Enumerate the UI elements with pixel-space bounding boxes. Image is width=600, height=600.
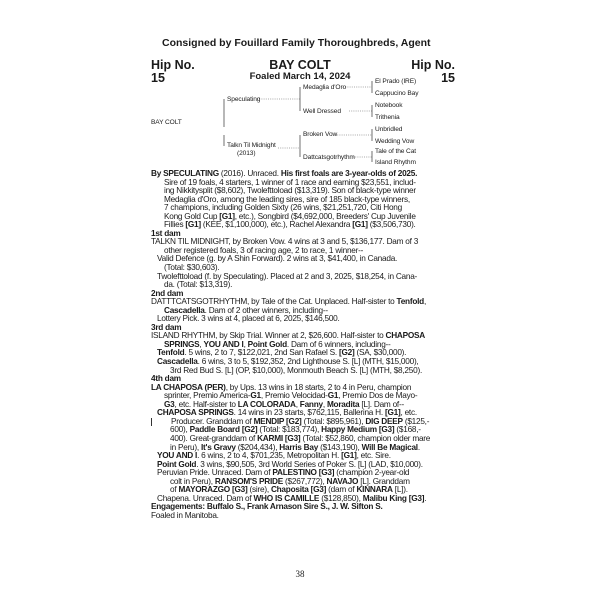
fourth-dam-section [151,375,454,503]
pedigree-g7: Tale of the Cat [375,148,417,155]
pedigree-g4: Trithenia [375,114,400,121]
produce-line: Valid Defence (g. by A Shin Forward). 2 wins at 3, $41,400, in Canada. [157,254,398,264]
produce-line: Twolefttoload (f. by Speculating). Placed at 2 and 3, 2025, $18,254, in Cana- [157,271,418,281]
dam-line: ISLAND RHYTHM, by Skip Trial. Winner at 2, $26,600. Half-sister to CHAPOSA [151,331,426,341]
third-dam-section [151,324,454,375]
pedigree-sire-dam: Well Dressed [303,108,341,115]
sire-by: By [151,169,164,178]
dam-line: G3, etc. Half-sister to LA COLORADA, Fanny, Moradita [L]. Dam of-- [164,399,404,409]
dam-line: Cascadella. Dam of 2 other winners, including-- [164,305,328,315]
first-dam-heading: 1st dam [151,228,181,238]
dam-line: LA CHAPOSA (PER), by Ups. 13 wins in 18 starts, 2 to 4 in Peru, champion [151,382,412,392]
dam-line: sprinter, Premio America-G1, Premio Velocidad-G1, Premio Dos de Mayo- [164,391,418,401]
pedigree-sire: Speculating [227,96,261,103]
produce-line: 600), Paddle Board [G2] (Total: $183,774), Happy Medium [G3] ($168,- [170,425,421,435]
pedigree-dam: Talkn Til Midnight [227,142,276,149]
produce-line: 400). Great-granddam of KARMI [G3] (Total: $52,860, champion older mare [170,433,431,443]
pedigree-g3: Notebook [375,102,403,109]
pedigree-subject: BAY COLT [151,119,182,126]
foaled-in: Foaled in Manitoba. [151,510,219,520]
page-number: 38 [295,569,305,579]
produce-line: Producer. Granddam of MENDIP [G2] (Total: $895,961), DIG DEEP ($125,- [151,418,454,427]
produce-line: of MAYORAZGO [G3] (sire), Chaposita [G3] (dam of KINNARA [L]). [170,485,408,495]
produce-line: Tenfold. 5 wins, 2 to 7, $122,021, 2nd San Rafael S. [G2] (SA, $30,000). [157,348,407,358]
catalog-body [151,170,454,520]
fourth-dam-heading: 4th dam [151,374,181,384]
pedigree-g6: Wedding Vow [375,138,415,145]
sire-line: ing Nikkitysplit ($8,602), Twolefttoload ($13,319). Son of black-type winner [164,186,416,196]
dam-line: DATTTCATSGOTRHYTHM, by Tale of the Cat. Unplaced. Half-sister to Tenfold, [151,297,427,307]
produce-line: colt in Peru), RANSOM'S PRIDE ($267,772), NAVAJO [L]. Granddam [170,476,410,486]
pedigree-g2: Cappucino Bay [375,90,419,97]
second-dam-heading: 2nd dam [151,288,184,298]
sire-name: SPECULATING [163,169,219,178]
sire-paragraph [151,170,454,230]
produce-line: Chapena. Unraced. Dam of WHO IS CAMILLE ($128,850), Malibu King [G3]. [157,493,427,503]
produce-line: Cascadella. 6 wins, 3 to 5, $192,352, 2nd Lighthouse S. [L] (MTH, $15,000), [157,357,419,367]
pedigree-sire-sire: Medaglia d'Oro [303,84,347,91]
pedigree-lines [0,0,600,170]
dam-line: SPRINGS, YOU AND I, Point Gold. Dam of 6 winners, including-- [164,339,391,349]
sire-line: Medaglia d'Oro, among the leading sires, sire of 185 black-type winners, [164,194,410,204]
produce-line: in Peru), It's Gravy ($204,434), Harris Bay ($143,190), Will Be Magical. [170,442,420,452]
sire-year: (2016). Unraced. [218,169,281,178]
sire-line: Kong Gold Cup [G1], etc.), Songbird ($4,692,000, Breeders' Cup Juvenile [164,211,416,221]
sire-line: Sire of 19 foals, 4 starters, 1 winner of 1 race and earning $23,551, includ- [164,177,416,187]
page-title: BAY COLT [269,58,331,72]
hip-label-left: Hip No. [151,58,195,72]
produce-line: da. (Total: $13,319). [164,280,233,290]
produce-line: YOU AND I. 6 wins, 2 to 4, $701,235, Metropolitan H. [G1], etc. Sire. [157,451,391,461]
produce-line: (Total: $30,603). [164,263,220,273]
dam-line: other registered foals, 3 of racing age, 2 to race, 1 winner-- [164,245,364,255]
engagements: Engagements: Buffalo S., Frank Arnason Sire S., J. W. Sifton S. [151,502,383,512]
produce-line: Lottery Pick. 3 wins at 4, placed at 6, 2025, $146,500. [157,314,340,324]
hip-number-left: 15 [151,71,165,85]
foaled-date: Foaled March 14, 2024 [249,71,351,82]
second-dam-section [151,290,454,324]
hip-label-right: Hip No. [411,58,455,72]
sire-line: Fillies [G1] (KEE, $1,100,000), etc.), Rachel Alexandra [G1] ($3,506,730). [164,220,416,230]
hip-number-right: 15 [441,71,455,85]
pedigree-dam-sire: Broken Vow [303,131,338,138]
produce-line: Point Gold. 3 wins, $90,505, 3rd World Series of Poker S. [L] (LAD, $10,000). [157,459,423,469]
produce-line: 3rd Red Bud S. [L] (OP, $10,000), Monmouth Beach S. [L] (MTH, $8,250). [170,365,422,375]
pedigree-g1: El Prado (IRE) [375,78,417,85]
pedigree-dam-year: (2013) [237,150,256,157]
dam-line: TALKN TIL MIDNIGHT, by Broken Vow. 4 wins at 3 and 5, $136,177. Dam of 3 [151,237,419,247]
third-dam-heading: 3rd dam [151,322,182,332]
first-dam-section [151,230,454,290]
sire-highlight: His first foals are 3-year-olds of 2025. [280,169,418,178]
pedigree-dam-dam: Dattcatsgotrhythm [303,154,355,161]
produce-line: CHAPOSA SPRINGS. 14 wins in 23 starts, $762,115, Ballerina H. [G1], etc. [157,408,417,418]
pedigree-g8: Island Rhythm [375,159,416,166]
pedigree-g5: Unbridled [375,126,403,133]
consignor-line: Consigned by Fouillard Family Thoroughbreds, Agent [162,37,431,49]
sire-line: 7 champions, including Golden Sixty (26 wins, $21,251,720, Citi Hong [164,203,402,213]
produce-line: Peruvian Pride. Unraced. Dam of PALESTINO [G3] (champion 2-year-old [157,468,410,478]
